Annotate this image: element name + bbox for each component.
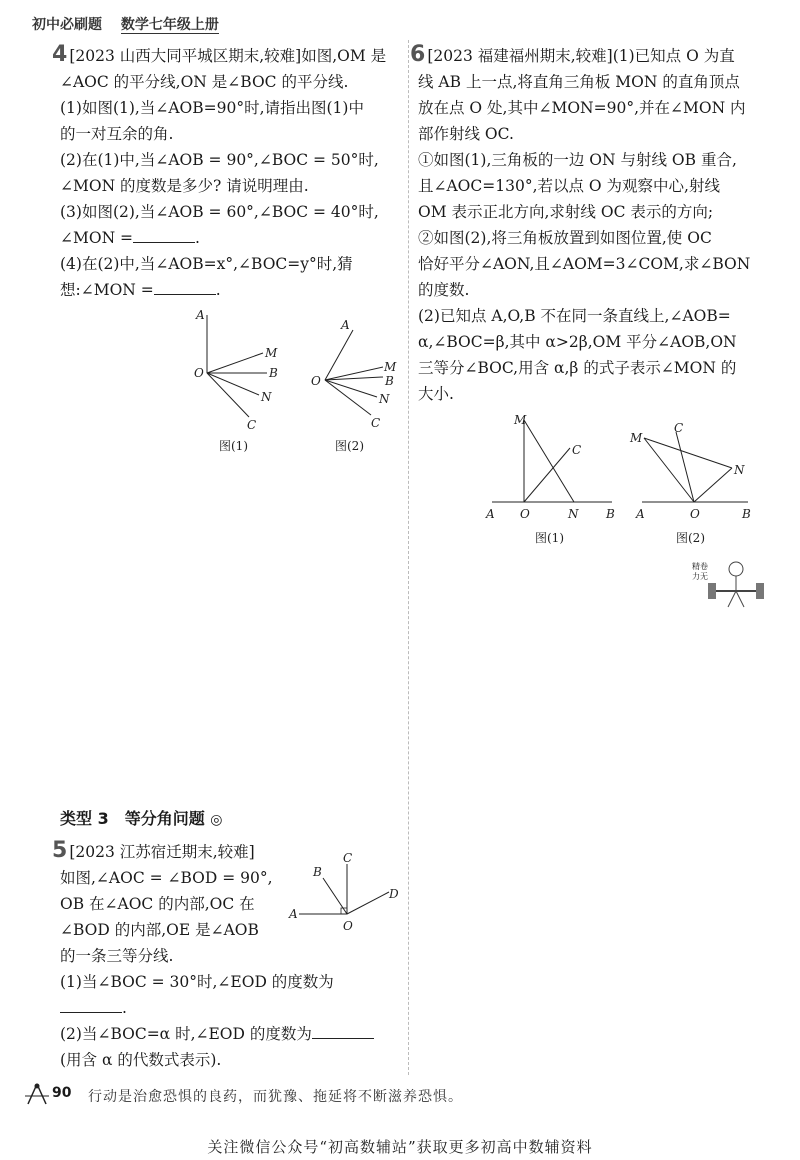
label-O: O <box>343 919 353 933</box>
q6-figures <box>480 410 770 550</box>
q5-line: (1)当∠BOC = 30°时,∠EOD 的度数为 <box>60 973 334 991</box>
q6-line: [2023 福建福州期末,较难](1)已知点 O 为直 <box>427 47 735 65</box>
q4-line: ∠MON 的度数是多少? 请说明理由. <box>60 177 309 195</box>
figure-caption: 图(1) <box>535 531 564 545</box>
q6-line: (2)已知点 A,O,B 不在同一条直线上,∠AOB= <box>418 307 731 325</box>
q4-line: (4)在(2)中,当∠AOB=x°,∠BOC=y°时,猜 <box>60 255 353 273</box>
q6-line: 且∠AOC=130°,若以点 O 为观察中心,射线 <box>418 177 720 195</box>
q5-line: 如图,∠AOC = ∠BOD = 90°, <box>60 869 273 887</box>
q5-figure <box>285 852 405 934</box>
label-M: M <box>630 431 643 445</box>
section-heading <box>60 806 223 829</box>
label-M: M <box>384 360 397 374</box>
q4-line: (1)如图(1),当∠AOB=90°时,请指出图(1)中 <box>60 99 364 117</box>
q4-line: 的一对互余的角. <box>60 125 174 143</box>
series-title: 初中必刷题 <box>32 17 102 33</box>
answer-blank <box>312 1024 374 1039</box>
q5-line: OB 在∠AOC 的内部,OC 在 <box>60 895 255 913</box>
q6-line: 恰好平分∠AON,且∠AOM=3∠COM,求∠BON <box>418 255 751 273</box>
q6-line: ②如图(2),将三角板放置到如图位置,使 OC <box>418 229 712 247</box>
q5-line: (2)当∠BOC=α 时,∠EOD 的度数为 <box>60 1025 312 1043</box>
figure-caption: 图(1) <box>219 439 248 453</box>
label-D: D <box>389 887 399 901</box>
label-N: N <box>568 507 579 521</box>
motto: 行动是治愈恐惧的良药，而犹豫、拖延将不断滋养恐惧。 <box>88 1089 463 1105</box>
label-A: A <box>486 507 495 521</box>
svg-text:精卷: 精卷 <box>692 562 708 571</box>
question-6 <box>410 42 763 407</box>
label-B: B <box>313 865 322 879</box>
label-C: C <box>247 418 257 432</box>
q4-figures <box>185 305 405 460</box>
question-4: 4 [2023 山西大同平城区期末,较难]如图,OM 是 ∠AOC 的平分线,ON 是∠BOC 的平分线. (1)如图(1),当∠AOB=90°时,请指出图(1)中 的一对互余的角. (2)在(1)中,当∠AOB = 90°,∠BOC = 50°时, ∠MON 的度数是多少? 请说明理由. (3)如图(2),当∠AOB = 60°,∠BOC = 40°时, ∠MON = . (4)在(2)中,当∠AOB=x°,∠BOC=y°时,猜 想:∠MON = . <box>60 42 405 303</box>
label-O: O <box>311 374 321 388</box>
q4-line: (3)如图(2),当∠AOB = 60°,∠BOC = 40°时, <box>60 203 379 221</box>
q6-line: 三等分∠BOC,用含 α,β 的式子表示∠MON 的 <box>418 359 737 377</box>
book-title: 数学七年级上册 <box>120 17 219 33</box>
question-number: 6 <box>410 42 426 67</box>
label-C: C <box>371 416 381 430</box>
section-title: 类型 3 等分角问题 <box>60 809 205 828</box>
column-divider <box>408 40 409 1075</box>
label-A: A <box>196 308 205 322</box>
q4-line: ∠MON = <box>60 229 134 247</box>
label-A: A <box>289 907 298 921</box>
q4-line: ∠AOC 的平分线,ON 是∠BOC 的平分线. <box>60 73 349 91</box>
q6-line: 大小. <box>418 385 454 403</box>
q4-line: (2)在(1)中,当∠AOB = 90°,∠BOC = 50°时, <box>60 151 379 169</box>
label-C: C <box>572 443 582 457</box>
label-B: B <box>385 374 394 388</box>
label-O: O <box>690 507 700 521</box>
q4-line: 想:∠MON = <box>60 281 154 299</box>
q4-figure-1 <box>194 308 278 453</box>
q5-line: . <box>122 999 127 1017</box>
bottom-note: 关注微信公众号“初高数辅站”获取更多初高中数辅资料 <box>207 1138 593 1156</box>
svg-text:力无: 力无 <box>692 572 708 581</box>
cartoon-illustration <box>690 555 770 615</box>
label-B: B <box>269 366 278 380</box>
question-number: 5 <box>52 838 68 863</box>
q6-line: 线 AB 上一点,将直角三角板 MON 的直角顶点 <box>418 73 740 91</box>
answer-blank <box>154 280 216 295</box>
page-number: 90 <box>52 1085 72 1101</box>
label-C: C <box>674 421 684 435</box>
q5-line: 的一条三等分线. <box>60 947 174 965</box>
q5-line: ∠BOD 的内部,OE 是∠AOB <box>60 921 259 939</box>
figure-caption: 图(2) <box>676 531 705 545</box>
label-M: M <box>514 413 527 427</box>
target-icon: ◎ <box>210 812 223 828</box>
label-N: N <box>379 392 390 406</box>
q6-line: 放在点 O 处,其中∠MON=90°,并在∠MON 内 <box>418 99 746 117</box>
label-A: A <box>636 507 645 521</box>
q6-line: 部作射线 OC. <box>418 125 514 143</box>
figure-caption: 图(2) <box>335 439 364 453</box>
label-B: B <box>742 507 751 521</box>
label-C: C <box>343 852 353 865</box>
answer-blank <box>133 228 195 243</box>
label-M: M <box>265 346 278 360</box>
question-number: 4 <box>52 42 68 67</box>
q6-figure-1 <box>485 413 615 545</box>
page-footer <box>22 1082 782 1108</box>
label-A: A <box>341 318 350 332</box>
label-N: N <box>261 390 272 404</box>
q6-figure-2 <box>629 421 751 545</box>
compass-icon <box>22 1082 52 1106</box>
q6-line: ①如图(1),三角板的一边 ON 与射线 OB 重合, <box>418 151 737 169</box>
q4-figure-2 <box>311 318 397 453</box>
answer-blank <box>60 998 122 1013</box>
page-header <box>32 14 219 34</box>
q4-line: [2023 山西大同平城区期末,较难]如图,OM 是 <box>69 47 387 65</box>
label-O: O <box>520 507 530 521</box>
label-O: O <box>194 366 204 380</box>
q5-line: (用含 α 的代数式表示). <box>60 1051 222 1069</box>
q5-line: [2023 江苏宿迁期末,较难] <box>69 843 255 861</box>
label-N: N <box>734 463 745 477</box>
q6-line: 的度数. <box>418 281 470 299</box>
q6-line: α,∠BOC=β,其中 α>2β,OM 平分∠AOB,ON <box>418 333 737 351</box>
q6-line: OM 表示正北方向,求射线 OC 表示的方向; <box>418 203 714 221</box>
label-B: B <box>606 507 615 521</box>
